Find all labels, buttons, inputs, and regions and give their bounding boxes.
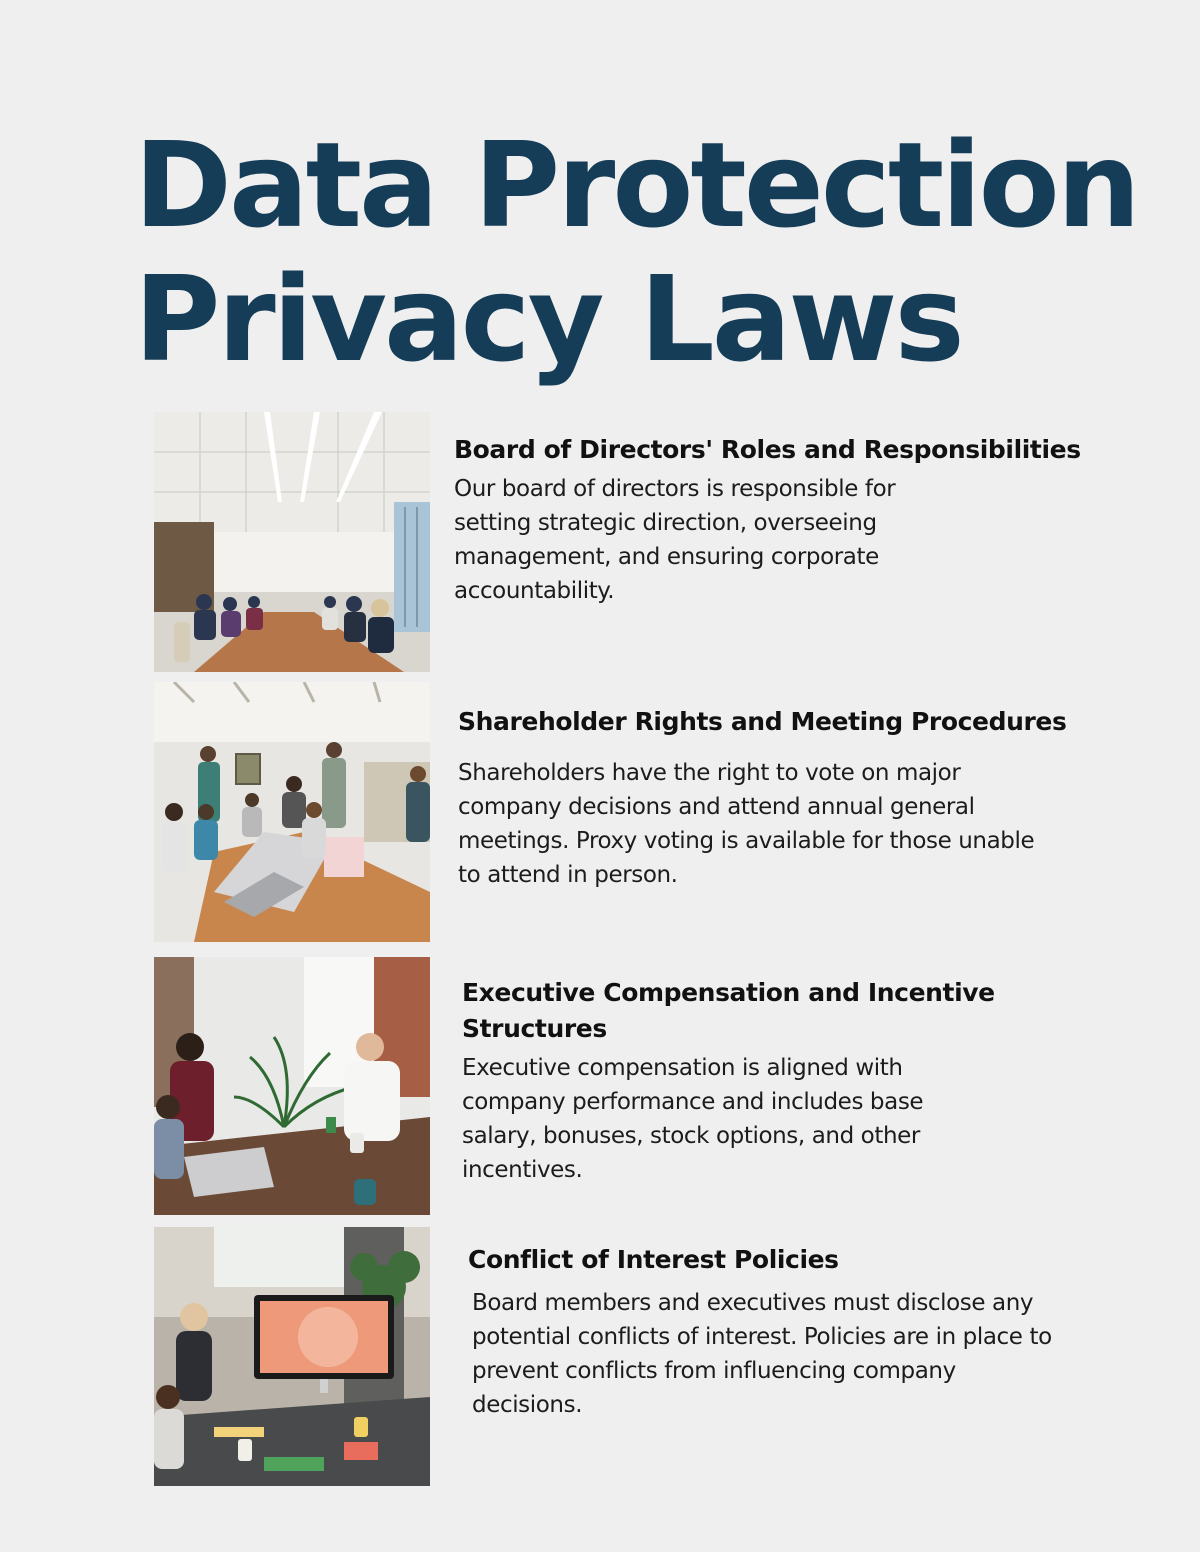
page-title-line-2: Privacy Laws — [134, 250, 962, 388]
section-heading: Conflict of Interest Policies — [468, 1245, 839, 1274]
section-body: Executive compensation is aligned with company performance and includes base salary, bonuses, stock options, and other incentives. — [462, 1055, 924, 1183]
section-board-roles — [454, 432, 1094, 608]
section-body: Our board of directors is responsible for setting strategic direction, overseeing management, and ensuring corporate accountability. — [454, 476, 896, 604]
team-meeting-photo — [154, 682, 430, 942]
section-conflict-of-interest — [468, 1242, 1108, 1422]
section-executive-compensation — [462, 975, 1102, 1187]
section-shareholder-rights — [458, 704, 1098, 892]
page-title — [134, 118, 1154, 386]
section-heading: Shareholder Rights and Meeting Procedures — [458, 707, 1067, 736]
page-title-line-1: Data Protection — [134, 116, 1138, 254]
office-discussion-photo — [154, 957, 430, 1215]
workshop-presentation-photo — [154, 1227, 430, 1486]
section-heading: Executive Compensation and Incentive Structures — [462, 978, 995, 1043]
section-heading: Board of Directors' Roles and Responsibilities — [454, 435, 1081, 464]
section-body: Board members and executives must disclose any potential conflicts of interest. Policies are in place to prevent conflicts from influencing company decisions. — [472, 1290, 1052, 1418]
section-body: Shareholders have the right to vote on major company decisions and attend annual general meetings. Proxy voting is available for those unable to attend in person. — [458, 760, 1035, 888]
boardroom-photo — [154, 412, 430, 672]
